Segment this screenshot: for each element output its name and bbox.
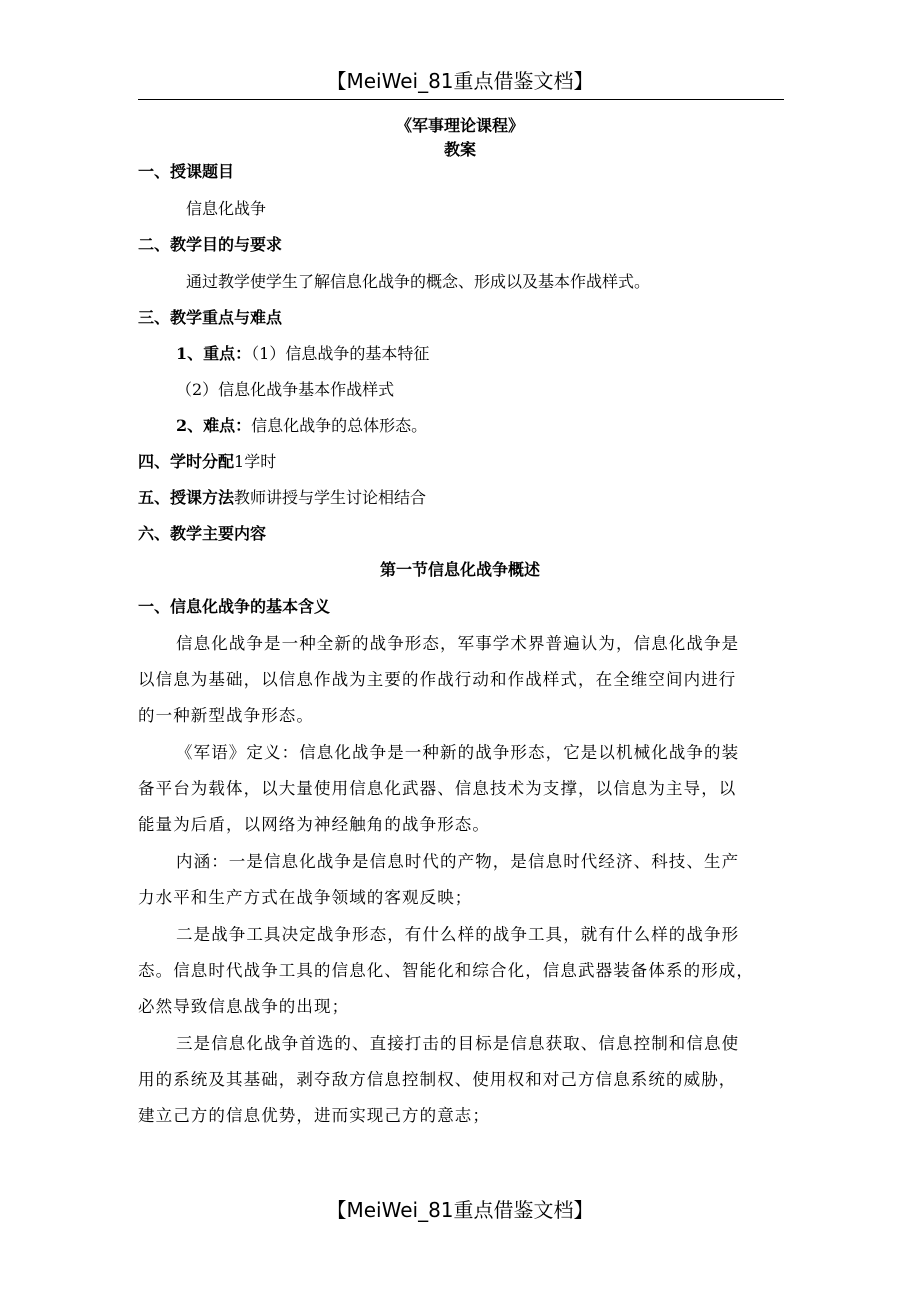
sec5-line — [138, 486, 426, 510]
sec1-content: 信息化战争 — [186, 199, 267, 218]
section-one-heading: 一、信息化战争的基本含义 — [138, 597, 331, 616]
sec3-difficulty-text: 信息化战争的总体形态。 — [251, 416, 428, 435]
sec2-content: 通过教学使学生了解信息化战争的概念、形成以及基本作战样式。 — [186, 272, 651, 291]
sec5-content: 教师讲授与学生讨论相结合 — [234, 488, 427, 507]
p1-line-1: 信息化战争是一种全新的战争形态，军事学术界普遍认为，信息化战争是 — [176, 634, 740, 653]
sec3-key-label: 1、重点： — [176, 344, 252, 363]
sec2-heading: 二、教学目的与要求 — [138, 235, 283, 254]
sec3-key-item2: （2）信息化战争基本作战样式 — [176, 380, 395, 399]
sec6-heading: 六、教学主要内容 — [138, 524, 267, 543]
sec3-difficulty-line — [176, 414, 427, 438]
p4-line-1: 二是战争工具决定战争形态，有什么样的战争工具，就有什么样的战争形 — [176, 925, 740, 944]
sec3-heading: 三、教学重点与难点 — [138, 308, 283, 327]
sec5-heading: 五、授课方法 — [138, 488, 235, 507]
p2-line-1: 《军语》定义：信息化战争是一种新的战争形态，它是以机械化战争的装 — [176, 743, 740, 762]
p5-line-2: 用的系统及其基础，剥夺敌方信息控制权、使用权和对己方信息系统的威胁， — [138, 1070, 737, 1089]
sec3-key-item1: （1）信息战争的基本特征 — [251, 344, 430, 363]
p2-line-2: 备平台为载体，以大量使用信息化武器、信息技术为支撑，以信息为主导，以 — [138, 779, 737, 798]
p4-line-2: 态。信息时代战争工具的信息化、智能化和综合化，信息武器装备体系的形成， — [138, 961, 754, 980]
sec4-heading: 四、学时分配 — [138, 452, 235, 471]
p5-line-1: 三是信息化战争首选的、直接打击的目标是信息获取、信息控制和信息使 — [176, 1034, 740, 1053]
document-subtitle: 教案 — [443, 140, 476, 159]
p4-line-3: 必然导致信息战争的出现； — [138, 997, 350, 1016]
p5-line-3: 建立己方的信息优势，进而实现己方的意志； — [138, 1106, 490, 1125]
sec4-line — [138, 450, 276, 474]
document-title: 《军事理论课程》 — [395, 116, 524, 135]
section-one-title: 第一节信息化战争概述 — [379, 560, 540, 579]
p1-line-3: 的一种新型战争形态。 — [138, 706, 314, 725]
p1-line-2: 以信息为基础，以信息作战为主要的作战行动和作战样式，在全维空间内进行 — [138, 670, 737, 689]
sec4-content: 1学时 — [234, 452, 277, 471]
sec3-difficulty-label: 2、难点： — [176, 416, 252, 435]
p3-line-2: 力水平和生产方式在战争领域的客观反映； — [138, 888, 473, 907]
p2-line-3: 能量为后盾，以网络为神经触角的战争形态。 — [138, 815, 490, 834]
sec3-key-line — [176, 342, 429, 366]
page-footer: 【MeiWei_81重点借鉴文档】 — [326, 1198, 594, 1222]
page-header: 【MeiWei_81重点借鉴文档】 — [326, 69, 594, 93]
p3-line-1: 内涵：一是信息化战争是信息时代的产物，是信息时代经济、科技、生产 — [176, 852, 740, 871]
header-rule — [138, 99, 784, 100]
sec1-heading: 一、授课题目 — [138, 162, 235, 181]
